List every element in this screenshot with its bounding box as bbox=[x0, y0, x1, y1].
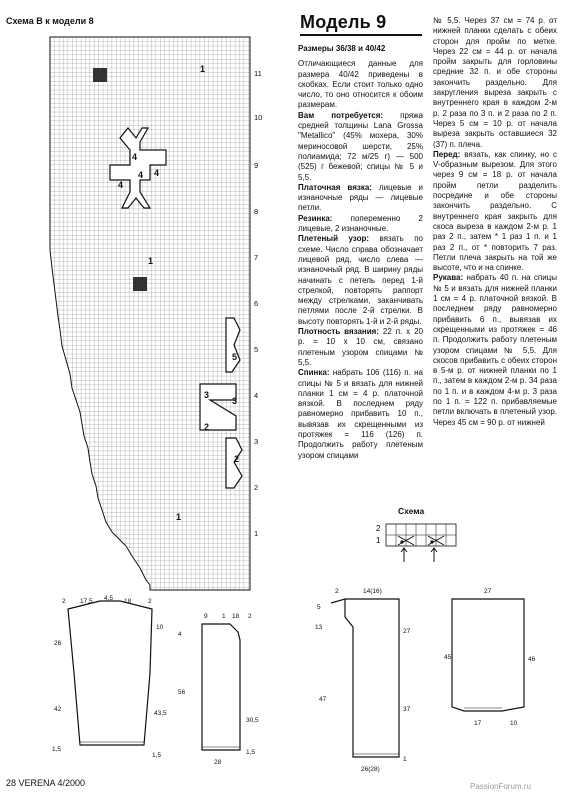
rib-label: Резинка: bbox=[298, 213, 333, 223]
schema-row-1: 1 bbox=[376, 536, 381, 545]
pb-left-4: 4 bbox=[178, 631, 182, 638]
intro-text: Отличающиеся данные для размера 40/42 приведены в скобках. Если стоит только одно число, то оно относится к обоим размерам. bbox=[298, 59, 423, 110]
pb-top-1: 1 bbox=[222, 613, 226, 620]
flat-knit-text: лицевые и изнаночные ряды — лицевые петли. bbox=[298, 182, 423, 213]
pb-bottom-28: 28 bbox=[214, 759, 222, 766]
sizes-heading: Размеры 36/38 и 40/42 bbox=[298, 44, 386, 53]
watermark: PassionForum.ru bbox=[470, 782, 531, 791]
pb-right-30: 30,5 bbox=[246, 717, 259, 724]
pc-bottom-1: 1 bbox=[403, 756, 407, 763]
pc-right-37: 37 bbox=[403, 706, 411, 713]
title-rule bbox=[300, 34, 422, 36]
row-label-1: 1 bbox=[254, 529, 259, 538]
cable-label: Плетеный узор: bbox=[298, 234, 370, 244]
pd-left-45: 45 bbox=[444, 654, 452, 661]
sleeve-pattern bbox=[40, 595, 170, 770]
pa-bottom-1b: 1,5 bbox=[152, 752, 162, 759]
instructions-column-1 bbox=[298, 44, 423, 461]
pa-top-17: 17,5 bbox=[80, 598, 93, 605]
pa-bottom-1a: 1,5 bbox=[52, 746, 62, 753]
pa-right-10: 10 bbox=[156, 624, 164, 631]
pa-top-4: 4,5 bbox=[104, 595, 114, 602]
chart-number-3a: 3 bbox=[204, 390, 210, 400]
front-text: вязать, как спинку, но с V-образным вырезом. Для этого через 9 см = 18 р. от начала пройм петли разделить посредине и обе стороны закончить раздельно. С внутреннего края закрыть для скоса выреза в каждом 2-м р. 1 раз 2 п., затем * 1 раз 1 п. и 1 раз 2 п., от * повторить 7 раз. Петли плеча закрыть на той же высоте, что и на спинке. bbox=[433, 149, 557, 273]
back-text: набрать 106 (116) п. на спицы № 5 и вязать для нижней планки 1 см = 4 р. платочной вязкой. В последнем ряду равномерно прибавить 10 п., вывязав их скрещенными из протяжек = 116 (126) п. Продолжить работу плетеным узором спицами bbox=[298, 368, 423, 460]
row-label-10: 10 bbox=[254, 113, 263, 122]
stitch-schema bbox=[372, 518, 462, 568]
pa-left-42: 42 bbox=[54, 706, 62, 713]
pd-bottom-10: 10 bbox=[510, 720, 518, 727]
chart-number-4c: 4 bbox=[118, 180, 124, 190]
pc-top-14: 14(16) bbox=[363, 588, 382, 595]
back-label: Спинка: bbox=[298, 368, 330, 378]
pa-top-18: 18 bbox=[124, 598, 132, 605]
sleeve-text: набрать 40 п. на спицы № 5 и вязать для нижней планки 1 см = 4 р. платочной вязкой. В последнем ряду равномерно прибавить 6 п., вывязав их скрещенными из протяжек = 46 п. Продолжить работу плетеным узором спицами № 5,5. Для скосов прибавить с обеих сторон в 5-м р. от нижней планки по 1 п., затем в каждом 2-м р. 34 раза по 1 п. и в каждом 4-м р. 3 раза по 1 п. = 122 п. прибавляемые петли включать в плетеный узор. Через 45 см = 90 р. от нижней bbox=[433, 273, 557, 427]
row-label-7: 7 bbox=[254, 253, 259, 262]
pc-left-5: 5 bbox=[317, 604, 321, 611]
materials-label: Вам потребуется: bbox=[298, 110, 384, 120]
chart-number-2b: 2 bbox=[234, 454, 240, 464]
arrow-icon bbox=[401, 548, 407, 562]
pa-right-43: 43,5 bbox=[154, 710, 167, 717]
pa-top-2a: 2 bbox=[62, 598, 66, 605]
chart-number-5: 5 bbox=[232, 352, 238, 362]
row-label-5: 5 bbox=[254, 345, 259, 354]
pc-right-27: 27 bbox=[403, 628, 411, 635]
row-label-11: 11 bbox=[254, 69, 262, 78]
knitting-chart bbox=[0, 0, 300, 600]
instructions-column-2 bbox=[433, 16, 557, 428]
pb-top-18: 18 bbox=[232, 613, 240, 620]
pd-bottom-17: 17 bbox=[474, 720, 482, 727]
row-label-4: 4 bbox=[254, 391, 259, 400]
front-pattern bbox=[430, 585, 550, 765]
pb-top-2: 2 bbox=[248, 613, 252, 620]
density-label: Плотность вязания: bbox=[298, 327, 380, 337]
chart-number-4d: 4 bbox=[138, 170, 144, 180]
chart-number-2a: 2 bbox=[204, 422, 210, 432]
pa-top-2b: 2 bbox=[148, 598, 152, 605]
row-label-2: 2 bbox=[254, 483, 259, 492]
pb-right-1: 1,5 bbox=[246, 749, 256, 756]
page-footer: 28 VERENA 4/2000 bbox=[6, 778, 86, 788]
chart-grid bbox=[50, 37, 250, 590]
pc-left-47: 47 bbox=[319, 696, 327, 703]
pc-left-13: 13 bbox=[315, 624, 323, 631]
pd-top-27: 27 bbox=[484, 588, 492, 595]
chart-number-1b: 1 bbox=[148, 256, 154, 266]
model-title: Модель 9 bbox=[300, 12, 387, 32]
sleeve-label: Рукава: bbox=[433, 273, 464, 283]
pa-left-26: 26 bbox=[54, 640, 62, 647]
row-label-6: 6 bbox=[254, 299, 259, 308]
pc-top-2: 2 bbox=[335, 588, 339, 595]
row-label-9: 9 bbox=[254, 161, 259, 170]
chart-number-4b: 4 bbox=[154, 168, 160, 178]
pc-bottom-26: 26(28) bbox=[361, 766, 380, 773]
arrow-icon bbox=[431, 548, 437, 562]
cable-text: вязать по схеме. Число справа обозначает лицевой ряд, число слева — изнаночный ряд. В ширину ряды начинать с петель перед 1-й стрелкой, повторять раппорт между стрелками, заканчивать петлями после 2-й стрелки. В высоту повторять 1-й и 2-й ряды. bbox=[298, 234, 423, 326]
flat-knit-label: Платочная вязка: bbox=[298, 182, 372, 192]
pb-top-9: 9 bbox=[204, 613, 208, 620]
schema-heading: Схема bbox=[398, 506, 425, 516]
back-continued-text: № 5,5. Через 37 см = 74 р. от нижней планки сделать с обеих сторон для пройм по метке. Через 22 см = 44 р. от начала пройм закрыть для горловины средние 32 п. и обе стороны закончить раздельно. Для закругления выреза закрыть с внутреннего края в каждом 2-м р. 2 раза по 3 п. и 2 раза по 2 п. Через 5 см = 10 р. от начала выреза закрыть оставшиеся 32 (37) п. плеча. bbox=[433, 16, 557, 149]
row-label-3: 3 bbox=[254, 437, 259, 446]
chart-number-1c: 1 bbox=[176, 512, 182, 522]
side-panel-pattern bbox=[170, 610, 280, 770]
density-text: 22 п. х 20 р. = 10 х 10 см, связано плетеным узором спицами № 5,5. bbox=[298, 327, 423, 367]
pb-left-56: 56 bbox=[178, 689, 186, 696]
row-label-8: 8 bbox=[254, 207, 259, 216]
front-label: Перед: bbox=[433, 149, 461, 159]
schema-row-2: 2 bbox=[376, 524, 381, 533]
body-half-pattern bbox=[305, 585, 415, 775]
pd-right-46: 46 bbox=[528, 656, 536, 663]
chart-number-1a: 1 bbox=[200, 64, 206, 74]
chart-number-4a: 4 bbox=[132, 152, 138, 162]
materials-text: пряжа средней толщины Lana Grossa "Metallico" (45% мохера, 30% мериносовой шерсти, 25% полиамида; 72 м/25 г) — 500 (525) г бежевой; спицы № 5 и 5,5. bbox=[298, 110, 423, 182]
rib-text: попеременно 2 лицевые, 2 изнаночные. bbox=[298, 213, 423, 234]
chart-heading: Схема В к модели 8 bbox=[6, 16, 94, 26]
chart-number-3b: 3 bbox=[232, 396, 238, 406]
